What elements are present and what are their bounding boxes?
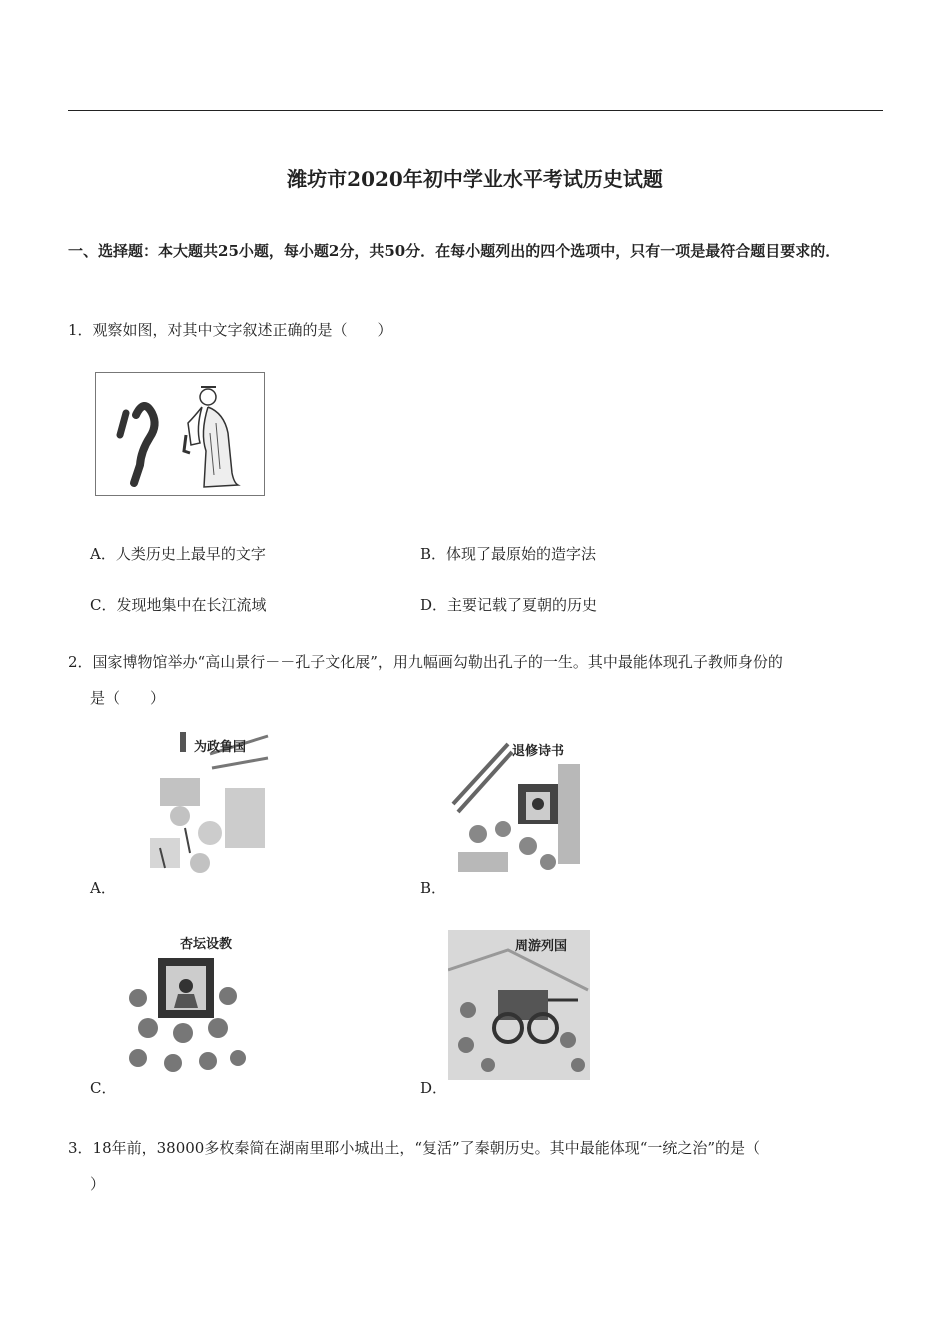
q2-option-b[interactable]: B． <box>420 879 447 897</box>
section-heading: 一、选择题：本大题共25小题，每小题2分，共50分．在每小题列出的四个选项中，只有一项是最符合题目要求的． <box>68 242 841 260</box>
q2-option-c[interactable]: C． <box>90 1079 117 1097</box>
q2-image-d-caption: 周游列国 <box>515 939 568 954</box>
question-3-stem-line2: ） <box>90 1175 106 1193</box>
question-2-stem-line1: 2．国家博物馆举办“高山景行－－孔子文化展”，用九幅画勾勒出孔子的一生。其中最能体现孔子教师身份的 <box>68 653 783 671</box>
q2-image-b-caption: 退修诗书 <box>512 744 565 759</box>
header-rule <box>68 110 883 111</box>
question-1-stem: 1．观察如图，对其中文字叙述正确的是（ ） <box>68 321 393 339</box>
q2-image-c-caption: 杏坛设教 <box>180 937 233 952</box>
q2-image-a-caption: 为政鲁国 <box>194 740 247 755</box>
page-title: 潍坊市2020年初中学业水平考试历史试题 <box>287 167 663 191</box>
q1-option-c[interactable]: C．发现地集中在长江流域 <box>90 596 267 614</box>
oracle-character-figure <box>96 373 264 495</box>
q1-option-a[interactable]: A．人类历史上最早的文字 <box>90 545 266 563</box>
q2-option-d[interactable]: D． <box>420 1079 448 1097</box>
q1-option-b[interactable]: B．体现了最原始的造字法 <box>420 545 597 563</box>
q1-oracle-image <box>95 372 265 496</box>
q2-option-a[interactable]: A． <box>90 879 116 897</box>
q1-option-d[interactable]: D．主要记载了夏朝的历史 <box>420 596 598 614</box>
question-3-stem-line1: 3．18年前，38000多枚秦简在湖南里耶小城出土，“复活”了秦朝历史。其中最能体现“一统之治”的是（ <box>68 1139 761 1157</box>
question-2-stem-line2: 是（ ） <box>90 689 166 707</box>
